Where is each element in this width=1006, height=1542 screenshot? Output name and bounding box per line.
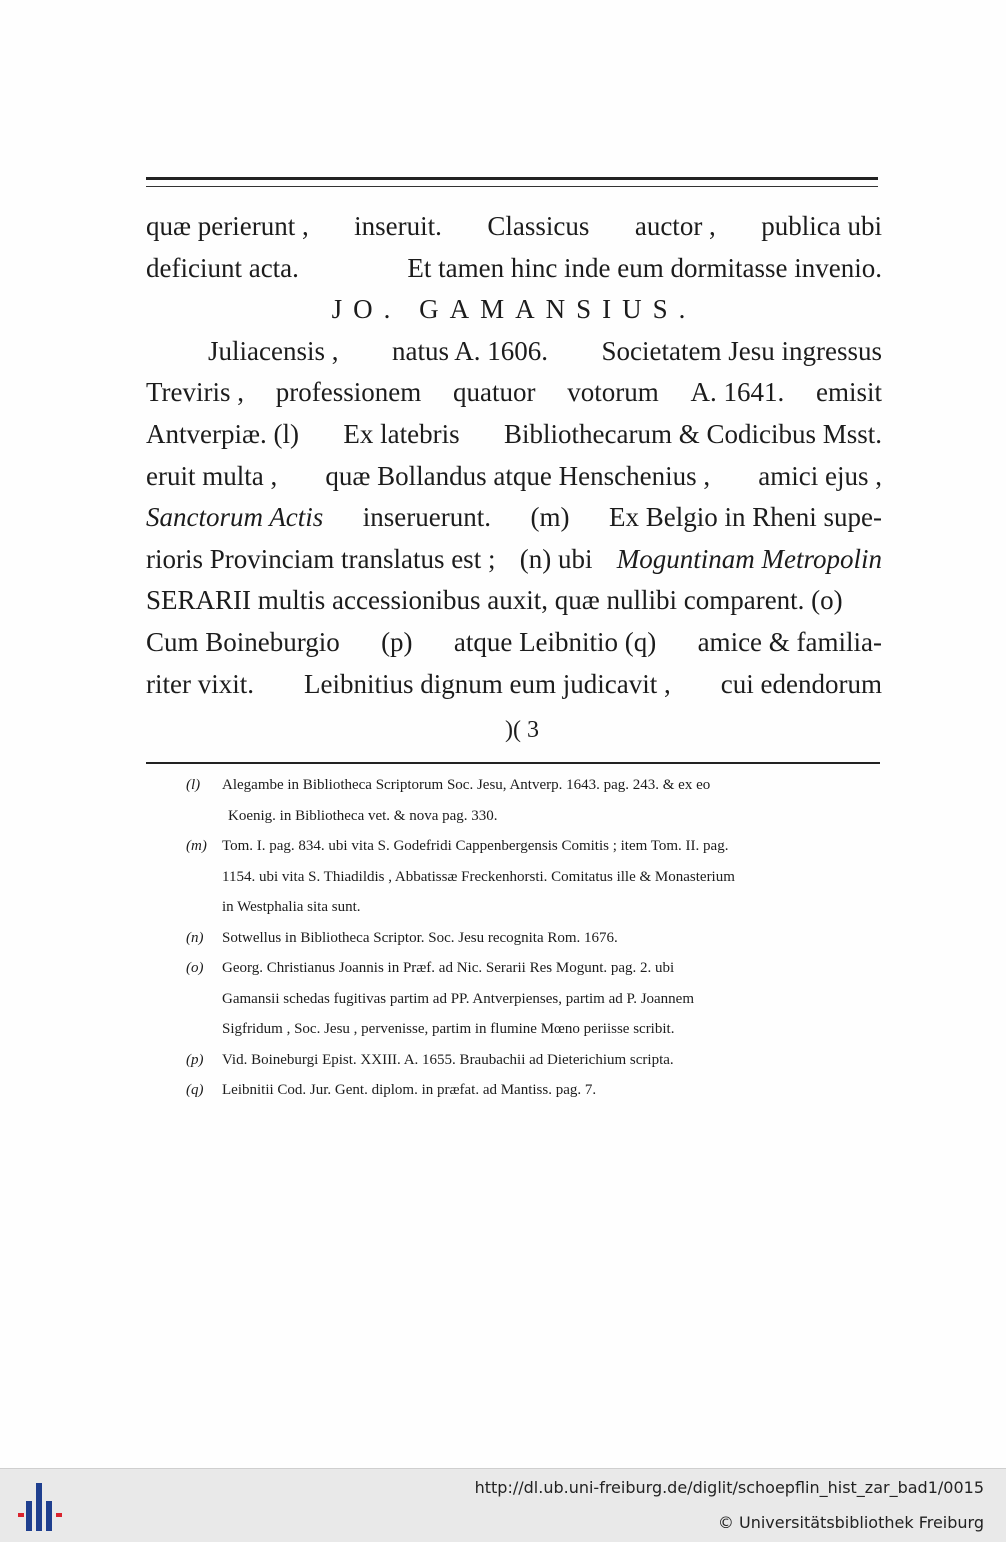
ub-freiburg-logo-icon[interactable] bbox=[16, 1479, 66, 1535]
footnote-mark: (l) bbox=[186, 777, 201, 793]
footnote-line: Alegambe in Bibliotheca Scriptorum Soc. Jesu, Antverp. 1643. pag. 243. & ex eo bbox=[222, 777, 711, 793]
catchword-signature: )( 3 bbox=[505, 717, 539, 743]
footnote-rule bbox=[146, 762, 880, 764]
footnote-mark: (o) bbox=[186, 960, 204, 976]
text-line: Antverpiæ. (l) Ex latebris Bibliothecarum & Codicibus Msst. bbox=[146, 418, 882, 449]
text-line: quæ perierunt , inseruit. Classicus auctor , publica ubi bbox=[146, 211, 882, 241]
footnote bbox=[186, 953, 880, 1045]
text-line: rioris Provinciam translatus est ; (n) ubi Moguntinam Metropolin bbox=[146, 543, 882, 574]
footnote bbox=[186, 770, 880, 831]
footnote-line: Sigfridum , Soc. Jesu , pervenisse, partim in flumine Mœno periisse scribit. bbox=[222, 1021, 675, 1037]
text-line: SERARII multis accessionibus auxit, quæ nullibi comparent. (o) bbox=[146, 585, 843, 616]
footnote bbox=[186, 831, 880, 923]
text-line: Sanctorum Actis inseruerunt. (m) Ex Belgio in Rheni supe- bbox=[146, 502, 882, 533]
footnote bbox=[186, 1075, 880, 1106]
footnote-line: 1154. ubi vita S. Thiadildis , Abbatissæ Freckenhorsti. Comitatus ille & Monasterium bbox=[222, 868, 735, 885]
copyright-notice: © Universitätsbibliothek Freiburg bbox=[717, 1513, 984, 1532]
header-rule-thick bbox=[146, 177, 878, 180]
main-text bbox=[146, 206, 882, 705]
footnote-line: Tom. I. pag. 834. ubi vita S. Godefridi Cappenbergensis Comitis ; item Tom. II. pag. bbox=[222, 838, 729, 854]
text-line: eruit multa , quæ Bollandus atque Henschenius , amici ejus , bbox=[146, 460, 882, 491]
section-heading: JO. GAMANSIUS. bbox=[331, 294, 697, 325]
text-line: Treviris , professionem quatuor votorum A. 1641. emisit bbox=[146, 377, 882, 408]
footnote-mark: (n) bbox=[186, 929, 204, 946]
footnote-line: Koenig. in Bibliotheca vet. & nova pag. 330. bbox=[228, 807, 498, 824]
footnote-line: Gamansii schedas fugitivas partim ad PP. Antverpienses, partim ad P. Joannem bbox=[222, 990, 695, 1007]
footnote-line: in Westphalia sita sunt. bbox=[222, 899, 361, 915]
text-line: Juliacensis , natus A. 1606. Societatem Jesu ingressus bbox=[208, 335, 882, 366]
text-line: deficiunt acta. Et tamen hinc inde eum dormitasse invenio. bbox=[146, 252, 882, 283]
footnote bbox=[186, 1045, 880, 1076]
footnote-mark: (p) bbox=[186, 1051, 204, 1068]
text-line: riter vixit. Leibnitius dignum eum judicavit , cui edendorum bbox=[146, 668, 882, 699]
footnote bbox=[186, 923, 880, 954]
text-line: Cum Boineburgio (p) atque Leibnitio (q) amice & familia- bbox=[146, 626, 882, 657]
footnote-line: Leibnitii Cod. Jur. Gent. diplom. in præfat. ad Mantiss. pag. 7. bbox=[222, 1082, 597, 1098]
footnote-mark: (q) bbox=[186, 1082, 204, 1098]
footnote-line: Sotwellus in Bibliotheca Scriptor. Soc. Jesu recognita Rom. 1676. bbox=[222, 929, 618, 946]
footnote-line: Georg. Christianus Joannis in Præf. ad Nic. Serarii Res Mogunt. pag. 2. ubi bbox=[222, 960, 675, 976]
footnote-line: Vid. Boineburgi Epist. XXIII. A. 1655. Braubachii ad Dieterichium scripta. bbox=[222, 1051, 674, 1068]
footnote-mark: (m) bbox=[186, 838, 207, 854]
footnotes bbox=[186, 770, 880, 1106]
permalink-url[interactable]: http://dl.ub.uni-freiburg.de/diglit/schoepflin_hist_zar_bad1/0015 bbox=[474, 1478, 984, 1497]
viewer-footer-bar bbox=[0, 1468, 1006, 1542]
header-rule-thin bbox=[146, 186, 878, 187]
